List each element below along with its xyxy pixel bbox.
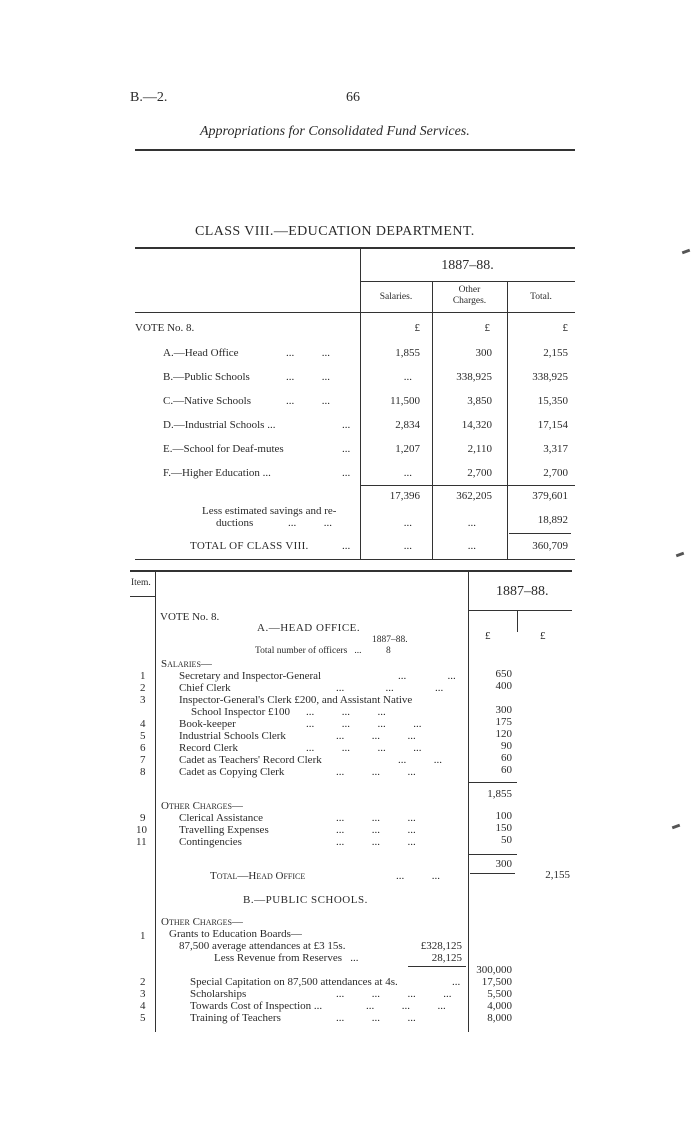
grant-rule [408,966,466,967]
total-class-salaries: ... [403,540,412,552]
detail-currency-1: £ [485,630,491,642]
item-amount: 100 [495,810,512,822]
item-number: 1 [140,670,146,682]
salaries-heading: Salaries— [161,658,212,670]
item-number: 8 [140,766,146,778]
summary-year-rule [360,281,575,282]
item-dots: ... ... ... [336,824,416,836]
summary-row-salaries: 11,500 [390,395,420,407]
scan-mark [672,824,681,830]
summary-row-other: 2,700 [467,467,492,479]
summary-row-other: 338,925 [456,371,492,383]
item-amount: 90 [501,740,512,752]
col-other-2: Charges. [452,296,487,306]
officers-year: 1887–88. [372,635,408,645]
savings-rule [509,533,571,534]
item-number: 9 [140,812,146,824]
detail-col-divider-2 [517,610,518,632]
summary-top-rule [135,247,575,249]
summary-row-label: C.—Native Schools [163,395,251,407]
summary-subtotal-rule [360,485,575,486]
summary-row-other: 14,320 [461,419,492,431]
item-label: Cadet as Teachers' Record Clerk [179,754,322,766]
head-office-total-dots: ... ... [396,870,440,882]
scan-mark [682,249,691,255]
savings-total: 18,892 [537,514,568,526]
item-dots: ... ... ... ... [306,718,422,730]
summary-row-label: B.—Public Schools [163,371,250,383]
summary-row-other: 2,110 [467,443,492,455]
item-label: Cadet as Copying Clerk [179,766,285,778]
page-subtitle: Appropriations for Consolidated Fund Services. [200,124,470,139]
item-amount: 50 [501,834,512,846]
total-class-dots: ... [342,540,351,552]
item-dots: ... ... ... [366,1000,446,1012]
item-label: Book-keeper [179,718,236,730]
item-amount: 650 [495,668,512,680]
summary-currency-3: £ [562,322,568,334]
item-dots: ... [452,976,461,988]
summary-currency-1: £ [414,322,420,334]
summary-row-total: 2,700 [543,467,568,479]
item-dots: ... ... ... [336,836,416,848]
item-label: Grants to Education Boards— [169,928,302,940]
item-label: Industrial Schools Clerk [179,730,286,742]
detail-currency-2: £ [540,630,546,642]
item-label: Contingencies [179,836,242,848]
item-amount: 5,500 [487,988,512,1000]
item-number: 5 [140,730,146,742]
other-charges-heading: Other Charges— [161,800,243,812]
grant-reserves-line: Less Revenue from Reserves ... [214,952,359,964]
item-number: 1 [140,930,146,942]
doc-code: B.—2. [130,90,168,105]
detail-year: 1887–88. [496,584,549,599]
item-amount: 60 [501,752,512,764]
summary-row-total: 3,317 [543,443,568,455]
item-number: 3 [140,988,146,1000]
item-dots: ... ... ... [336,812,416,824]
item-label: Record Clerk [179,742,238,754]
item-number: 4 [140,1000,146,1012]
item-number: 5 [140,1012,146,1024]
head-office-total-rule [470,873,515,874]
summary-subtotal-salaries: 17,396 [389,490,420,502]
summary-row-dots: ... ... [286,371,330,383]
summary-bottom-rule [135,559,575,560]
other-subtotal: 300 [495,858,512,870]
item-number: 10 [136,824,147,836]
col-salaries: Salaries. [379,292,413,302]
officers-count: 8 [386,646,391,656]
savings-line-2: ductions [216,517,254,529]
detail-top-rule [130,570,572,572]
savings-other: ... [467,517,476,529]
savings-dots: ... ... [288,517,332,529]
total-class-total: 360,709 [532,540,568,552]
salaries-subtotal: 1,855 [487,788,512,800]
class-title: CLASS VIII.—EDUCATION DEPARTMENT. [195,224,475,239]
item-dots: ... ... ... [336,730,416,742]
summary-row-other: 300 [475,347,492,359]
summary-row-label: D.—Industrial Schools ... [163,419,276,431]
item-number: 11 [136,836,147,848]
item-amount: 300,000 [476,964,512,976]
other-subtotal-rule [468,854,517,855]
item-number: 2 [140,976,146,988]
summary-subtotal-total: 379,601 [532,490,568,502]
summary-row-other: 3,850 [467,395,492,407]
summary-row-dots: ... ... [286,347,330,359]
detail-item-divider [155,572,156,1032]
col-other-1: Other [458,285,481,295]
summary-currency-2: £ [484,322,490,334]
item-amount: 150 [495,822,512,834]
item-label: Towards Cost of Inspection ... [190,1000,323,1012]
summary-year: 1887–88. [441,258,494,273]
grant-calc-amount: £328,125 [420,940,462,952]
summary-row-total: 338,925 [532,371,568,383]
summary-row-salaries: ... [403,467,412,479]
summary-vote-label: VOTE No. 8. [135,322,195,334]
item-amount: 400 [495,680,512,692]
item-dots: ... ... [398,754,442,766]
grant-calc-line: 87,500 average attendances at £3 15s. [179,940,346,952]
item-amount: 17,500 [481,976,512,988]
item-dots: ... ... ... [336,1012,416,1024]
grant-reserves-amount: 28,125 [431,952,462,964]
item-label: Chief Clerk [179,682,231,694]
item-header: Item. [131,578,151,588]
col-total: Total. [530,292,552,302]
head-office-title: A.—HEAD OFFICE. [257,622,361,634]
head-office-total-label: Total—Head Office [210,870,306,882]
summary-row-label: E.—School for Deaf-mutes [163,443,284,455]
savings-salaries: ... [403,517,412,529]
summary-row-salaries: 1,855 [395,347,420,359]
salaries-subtotal-rule [468,782,517,783]
item-amount: 175 [495,716,512,728]
item-dots: ... ... [398,670,456,682]
head-office-total-amount: 2,155 [545,869,570,881]
scan-mark [676,552,685,558]
summary-col-divider-2 [432,281,433,559]
page-number: 66 [346,90,360,105]
item-label: Training of Teachers [190,1012,281,1024]
item-dots: ... ... ... [306,706,386,718]
officers-label: Total number of officers ... [255,646,362,656]
header-rule [135,149,575,151]
summary-row-total: 17,154 [537,419,568,431]
item-number: 6 [140,742,146,754]
summary-row-salaries: 2,834 [395,419,420,431]
summary-header-rule [135,312,575,313]
summary-col-divider-3 [507,281,508,559]
item-number: 7 [140,754,146,766]
summary-row-dots: ... [342,443,351,455]
detail-vote-label: VOTE No. 8. [160,611,220,623]
item-dots: ... ... ... ... [336,988,452,1000]
total-class-other: ... [467,540,476,552]
summary-row-total: 15,350 [537,395,568,407]
item-number: 3 [140,694,146,706]
detail-col-divider-1 [468,572,469,1032]
ps-other-charges-heading: Other Charges— [161,916,243,928]
item-amount: 60 [501,764,512,776]
item-header-rule [130,596,155,597]
item-label: Inspector-General's Clerk £200, and Assistant Native [179,694,413,706]
item-dots: ... ... ... ... [306,742,422,754]
item-label: Clerical Assistance [179,812,264,824]
public-schools-title: B.—PUBLIC SCHOOLS. [243,894,368,906]
item-label: Scholarships [190,988,247,1000]
summary-row-salaries: 1,207 [395,443,420,455]
summary-row-dots: ... ... [286,395,330,407]
item-dots: ... ... ... [336,682,444,694]
summary-row-label: F.—Higher Education ... [163,467,271,479]
item-amount: 300 [495,704,512,716]
summary-row-salaries: ... [403,371,412,383]
item-amount: 120 [495,728,512,740]
summary-row-total: 2,155 [543,347,568,359]
item-label: School Inspector £100 [191,706,290,718]
detail-year-rule [468,610,572,611]
item-amount: 4,000 [487,1000,512,1012]
summary-row-label: A.—Head Office [163,347,239,359]
summary-subtotal-other: 362,205 [456,490,492,502]
item-label: Special Capitation on 87,500 attendances at 4s. [190,976,398,988]
item-label: Travelling Expenses [179,824,269,836]
summary-row-dots: ... [342,467,351,479]
item-number: 4 [140,718,146,730]
item-dots: ... ... ... [336,766,416,778]
total-class-label: TOTAL OF CLASS VIII. [190,540,309,552]
item-label: Secretary and Inspector-General [179,670,322,682]
summary-row-dots: ... [342,419,351,431]
item-number: 2 [140,682,146,694]
savings-line-1: Less estimated savings and re- [202,505,337,517]
item-amount: 8,000 [487,1012,512,1024]
